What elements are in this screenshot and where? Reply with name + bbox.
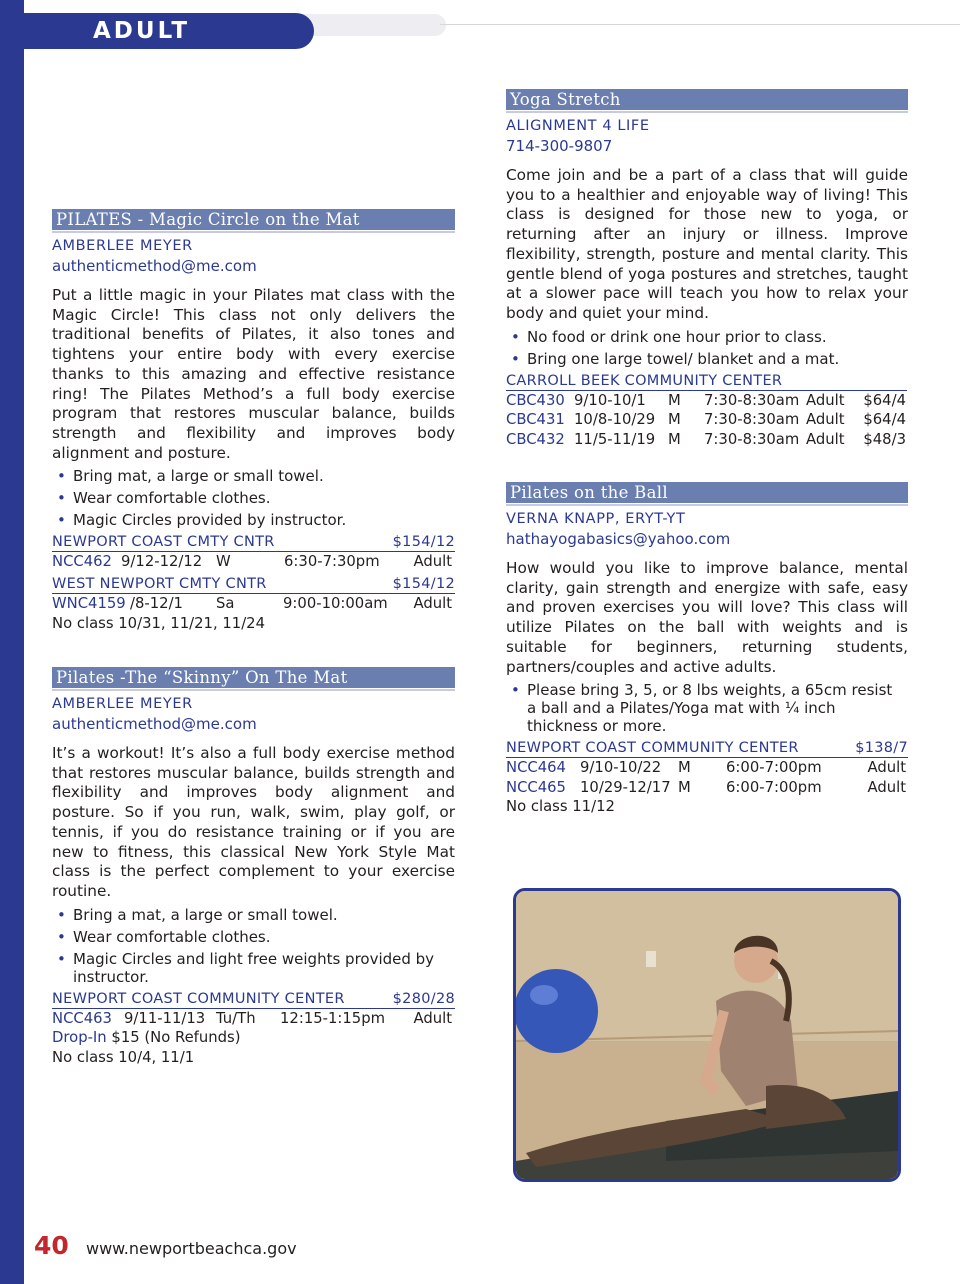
schedule-row: [506, 430, 908, 450]
instructor-name: AMBERLEE MEYER: [52, 238, 193, 254]
class-title: Pilates on the Ball: [506, 482, 908, 504]
class-dates: 9/10-10/22: [580, 759, 662, 777]
location-line: [506, 739, 908, 758]
class-age: Adult: [806, 391, 845, 409]
class-description: Come join and be a part of a class that will guide you to a healthier and enjoyable way of living! This class is designed for those new to yoga, or returning after an injury or illness. Improve flexibility, strength, posture and mental clarity. This gentle blend of yoga postures and stretches, taught at a slower pace will teach you how to relax your body and quiet your mind.: [506, 166, 908, 322]
instructor-name: VERNA KNAPP, ERYT-YT: [506, 511, 686, 527]
class-time: 7:30-8:30am: [704, 411, 800, 429]
class-pilates-skinny: [52, 667, 455, 1067]
class-price: $64/4: [863, 391, 906, 409]
class-price: $280/28: [392, 990, 455, 1007]
class-age: Adult: [867, 778, 906, 796]
class-age: Adult: [413, 1009, 452, 1027]
class-dates: 11/5-11/19: [574, 430, 656, 448]
class-title: PILATES - Magic Circle on the Mat: [52, 209, 455, 231]
location-name: NEWPORT COAST COMMUNITY CENTER: [52, 990, 345, 1007]
class-code[interactable]: CBC432: [506, 430, 565, 448]
class-day: Tu/Th: [216, 1009, 256, 1027]
class-code[interactable]: WNC4159: [52, 594, 126, 612]
bullet-item: • Wear comfortable clothes.: [52, 928, 455, 946]
class-dates: 9/11-11/13: [124, 1009, 206, 1027]
bullet-item: • Magic Circles provided by instructor.: [52, 511, 455, 529]
no-class-note: No class 11/12: [506, 798, 615, 816]
location-line: [52, 575, 455, 594]
class-day: M: [668, 430, 681, 448]
no-class-note: No class 10/31, 11/21, 11/24: [52, 614, 266, 632]
class-pilates-on-the-ball: [506, 482, 908, 817]
instructor-email-link[interactable]: authenticmethod@me.com: [52, 257, 257, 275]
class-age: Adult: [806, 411, 845, 429]
instructor-name: AMBERLEE MEYER: [52, 696, 193, 712]
class-day: M: [678, 778, 691, 796]
schedule-row: [52, 1009, 455, 1029]
class-time: 6:30-7:30pm: [284, 553, 380, 571]
class-description: How would you like to improve balance, mental clarity, gain strength and energize with safe, easy and proven exercises you will love? This class will utilize Pilates on the ball with weights and is suitable for beginners, returning students, partners/couples and active adults.: [506, 559, 908, 676]
schedule-row: [52, 594, 455, 614]
class-code[interactable]: NCC465: [506, 778, 566, 796]
class-age: Adult: [867, 759, 906, 777]
location-name: WEST NEWPORT CMTY CNTR: [52, 575, 267, 592]
class-price: $138/7: [855, 740, 908, 757]
class-day: W: [216, 553, 231, 571]
location-line: [52, 533, 455, 552]
class-dates: 9/12-12/12: [121, 553, 203, 571]
class-age: Adult: [413, 594, 452, 612]
class-day: Sa: [216, 594, 235, 612]
bullet-item: • Bring one large towel/ blanket and a mat.: [506, 350, 908, 368]
location-name: NEWPORT COAST CMTY CNTR: [52, 534, 275, 551]
class-day: M: [668, 391, 681, 409]
no-class-note: No class 10/4, 11/1: [52, 1048, 195, 1066]
drop-in-price: $15 (No Refunds): [111, 1029, 241, 1047]
bullet-item: • Bring mat, a large or small towel.: [52, 467, 455, 485]
instructor-email-link[interactable]: hathayogabasics@yahoo.com: [506, 530, 731, 548]
instructor-name: ALIGNMENT 4 LIFE: [506, 118, 650, 134]
location-line: [52, 990, 455, 1009]
class-description: Put a little magic in your Pilates mat class with the Magic Circle! This class not only delivers the traditional benefits of Pilates, it also tones and tightens your entire body with every exercise thanks to this amazing and effective resistance ring! The Pilates Method’s a full body exercise program that restores muscular balance, builds strength and flexibility and improves body alignment and posture.: [52, 286, 455, 462]
class-code[interactable]: NCC464: [506, 759, 566, 777]
class-day: M: [668, 411, 681, 429]
header-rule: [440, 24, 960, 25]
class-age: Adult: [806, 430, 845, 448]
location-name: CARROLL BEEK COMMUNITY CENTER: [506, 372, 783, 389]
schedule-row: [506, 391, 908, 411]
section-tab-label: ADULT: [93, 18, 191, 44]
class-pilates-magic-circle: [52, 209, 455, 633]
class-time: 6:00-7:00pm: [726, 759, 822, 777]
location-name: NEWPORT COAST COMMUNITY CENTER: [506, 740, 799, 757]
header-tab-shadow: [300, 14, 446, 36]
class-dates: 10/8-10/29: [574, 411, 656, 429]
class-code[interactable]: NCC462: [52, 553, 112, 571]
class-price: $154/12: [392, 575, 455, 592]
class-time: 9:00-10:00am: [283, 594, 388, 612]
location-line: [506, 372, 907, 391]
schedule-row: [506, 410, 908, 430]
page-number: 40: [34, 1231, 69, 1260]
schedule-row: [506, 758, 908, 778]
class-price: $48/3: [863, 430, 906, 448]
class-time: 12:15-1:15pm: [280, 1009, 386, 1027]
class-time: 6:00-7:00pm: [726, 778, 822, 796]
instructor-email-link[interactable]: authenticmethod@me.com: [52, 715, 257, 733]
pilates-photo-illustration: [516, 891, 898, 1179]
class-description: It’s a workout! It’s also a full body exercise method that restores muscular balance, builds strength and flexibility and improves body alignment and posture. So if you run, walk, swim, play golf, or tennis, if you do resistance training or if you are new to fitness, this classical New York Style Mat class is the perfect complement to your exercise routine.: [52, 744, 455, 900]
class-dates: /8-12/1: [130, 594, 183, 612]
class-dates: 9/10-10/1: [574, 391, 646, 409]
bullet-list: [52, 906, 455, 986]
blue-spine: [0, 0, 24, 1284]
class-code[interactable]: CBC430: [506, 391, 565, 409]
schedule-row: [506, 778, 908, 798]
class-title: Yoga Stretch: [506, 89, 908, 111]
bullet-item: • Bring a mat, a large or small towel.: [52, 906, 455, 924]
class-code[interactable]: NCC463: [52, 1009, 112, 1027]
bullet-list: [506, 681, 908, 735]
bullet-item: • Wear comfortable clothes.: [52, 489, 455, 507]
class-title: Pilates -The “Skinny” On The Mat: [52, 667, 455, 689]
class-code[interactable]: CBC431: [506, 411, 565, 429]
class-day: M: [678, 759, 691, 777]
schedule-row: [52, 552, 455, 572]
bullet-item: • Magic Circles and light free weights provided by instructor.: [52, 950, 455, 986]
class-time: 7:30-8:30am: [704, 430, 800, 448]
drop-in-line: [52, 1028, 455, 1048]
website-link[interactable]: www.newportbeachca.gov: [86, 1239, 297, 1258]
class-age: Adult: [413, 553, 452, 571]
drop-in-label: Drop-In: [52, 1029, 107, 1047]
bullet-item: • Please bring 3, 5, or 8 lbs weights, a 65cm resist a ball and a Pilates/Yoga mat with ¼ inch thickness or more.: [506, 681, 908, 735]
instructor-phone: 714-300-9807: [506, 137, 613, 155]
bullet-list: [506, 328, 908, 368]
class-yoga-stretch: [506, 89, 908, 449]
bullet-item: • No food or drink one hour prior to class.: [506, 328, 908, 346]
class-price: $154/12: [392, 534, 455, 551]
class-time: 7:30-8:30am: [704, 391, 800, 409]
bullet-list: [52, 467, 455, 529]
class-dates: 10/29-12/17: [580, 778, 671, 796]
pilates-photo: [513, 888, 901, 1182]
class-price: $64/4: [863, 411, 906, 429]
